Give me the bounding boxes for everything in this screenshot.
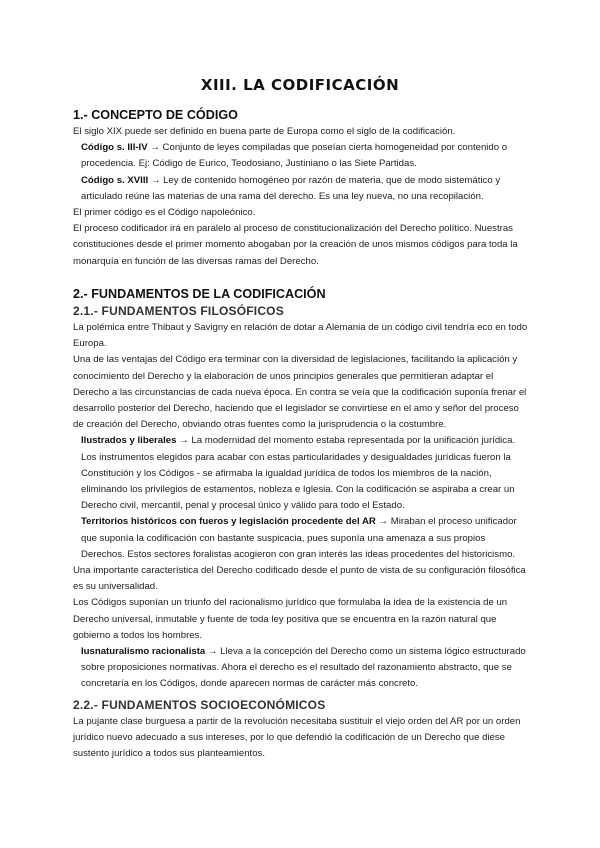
definition-iusnaturalismo	[73, 644, 528, 693]
definition-codigo-moderno	[73, 173, 528, 205]
term-label: Territorios históricos con fueros y legislación procedente del AR →	[81, 516, 389, 528]
section-heading: 1.- CONCEPTO DE CÓDIGO	[73, 108, 238, 122]
paragraph: La polémica entre Thibaut y Savigny en relación de dotar a Alemania de un código civil tendría eco en todo Europa.	[73, 322, 528, 350]
term-text: Conjunto de leyes compiladas que poseían cierta homogeneidad por contenido o procedencia. Ej: Código de Eurico, Teodosiano, Justiniano o las Siete Partidas.	[81, 142, 508, 170]
subsection-heading: 2.1.- FUNDAMENTOS FILOSÓFICOS	[73, 304, 284, 318]
paragraph: El proceso codificador irá en paralelo al proceso de constitucionalización del Derecho político. Nuestras constituciones desde el primer momento abogaban por la creación de unos mismos códigos para toda la monarquía en función de las diversas ramas del Derecho.	[73, 223, 518, 267]
definition-territorios	[73, 514, 528, 563]
section-heading: 2.- FUNDAMENTOS DE LA CODIFICACIÓN	[73, 287, 326, 301]
term-text: La modernidad del momento estaba representada por la unificación jurídica. Los instrumentos elegidos para acabar con estas particularidades y desigualdades jurídicas fueron la Constitución y los Códigos - se afirmaba la igualdad jurídica de todos los miembros de la nación, eliminando los privilegios de estamentos, nobleza e Iglesia. Con la codificación se aspiraba a crear un Derecho civil, mercantil, penal y procesal único y válido para todo el Estado.	[81, 435, 516, 512]
paragraph: Los Códigos suponían un triunfo del racionalismo jurídico que formulaba la idea de la existencia de un Derecho universal, inmutable y fuente de toda ley positiva que se encuentra en la razón natural que gobierno a todos los hombres.	[73, 597, 508, 641]
definition-codigo-antiguo	[73, 140, 528, 172]
term-label: Código s. III-IV →	[81, 142, 160, 154]
paragraph: La pujante clase burguesa a partir de la revolución necesitaba sustituir el viejo orden del AR por un orden jurídico nuevo adecuado a sus intereses, por lo que defendió la codificación de un Derecho que diese sustento jurídico a todos sus planteamientos.	[73, 716, 521, 760]
term-text: Lleva a la concepción del Derecho como un sistema lógico estructurado sobre proposiciones normativas. Ahora el derecho es el resultado del razonamiento abstracto, que se concretaría en los Códigos, donde aparecen normas de carácter más concreto.	[81, 646, 526, 690]
paragraph: El siglo XIX puede ser definido en buena parte de Europa como el siglo de la codificación.	[73, 126, 456, 137]
paragraph: Una de las ventajas del Código era terminar con la diversidad de legislaciones, facilitando la aplicación y conocimiento del Derecho y la elaboración de unos principios generales que permitieran adaptar el Derecho a las circunstancias de cada nueva época. En contra se veía que la codificación suponía frenar el desarrollo posterior del Derecho, haciendo que el legislador se convirtiese en el amo y señor del proceso de creación del Derecho, obviando otras fuentes como la jurisprudencia o la costumbre.	[73, 354, 527, 431]
section-fundamentos	[73, 285, 528, 693]
term-text: Miraban el proceso unificador que suponía la codificación con bastante suspicacia, pues suponía una amenaza a sus propios Derechos. Estos sectores foralistas acogieron con gran interés las ideas procedentes del historicismo.	[81, 516, 517, 560]
term-label: Ilustrados y liberales →	[81, 435, 189, 447]
section-concepto	[73, 106, 528, 270]
document-title: XIII. LA CODIFICACIÓN	[200, 76, 400, 94]
paragraph: El primer código es el Código napoleónico.	[73, 207, 256, 219]
term-label: Iusnaturalismo racionalista →	[81, 646, 218, 658]
definition-ilustrados	[73, 433, 528, 514]
paragraph: Una importante característica del Derecho codificado desde el punto de vista de su configuración filosófica es su universalidad.	[73, 565, 526, 593]
section-socioeconomicos	[73, 697, 528, 763]
term-label: Código s. XVIII →	[81, 174, 161, 186]
subsection-heading: 2.2.- FUNDAMENTOS SOCIOECONÓMICOS	[73, 698, 326, 712]
term-text: Ley de contenido homogéneo por razón de materia, que de modo sistemático y articulado reúne las materias de una rama del derecho. Es una ley nueva, no una recopilación.	[81, 174, 501, 202]
